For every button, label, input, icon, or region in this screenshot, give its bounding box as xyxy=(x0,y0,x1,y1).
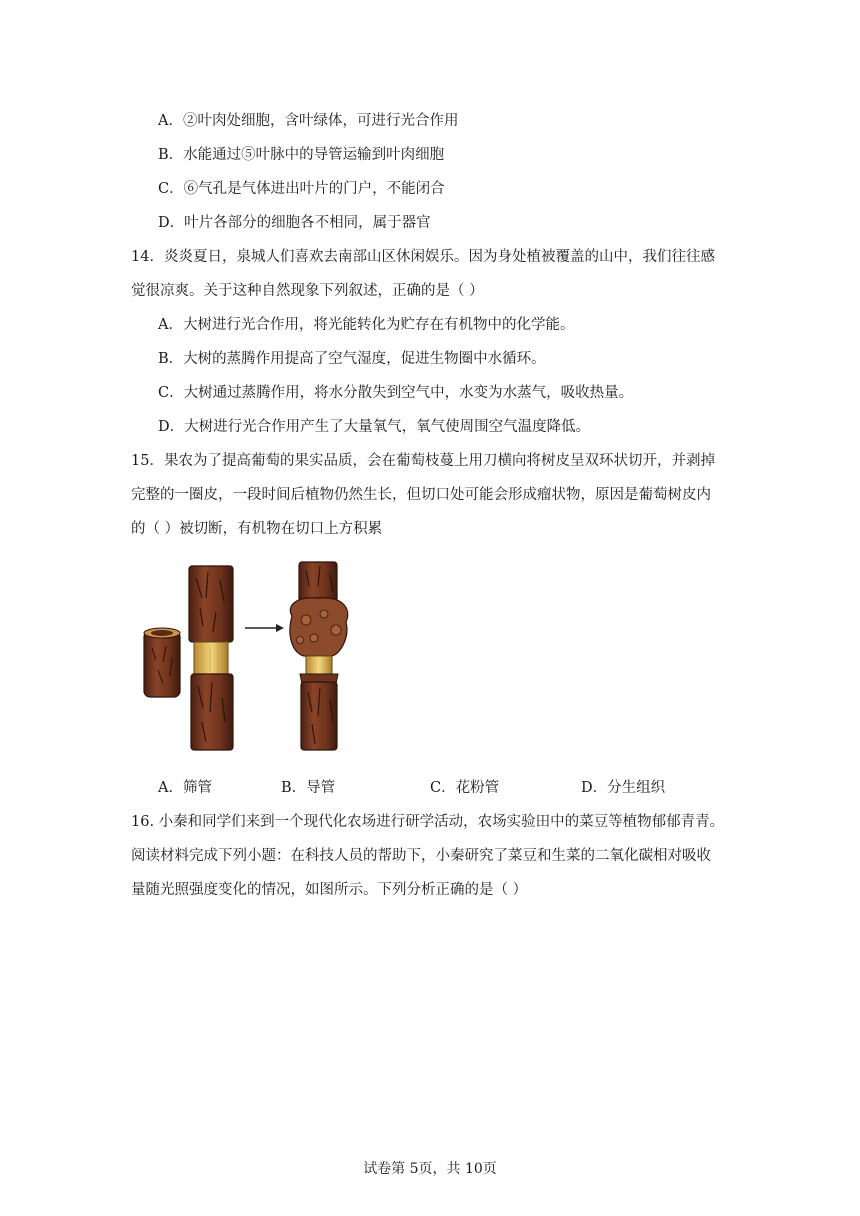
q16-stem-line-2: 阅读材料完成下列小题：在科技人员的帮助下，小秦研究了菜豆和生菜的二氧化碳相对吸收 xyxy=(131,848,711,864)
page-footer: 试卷第 5页，共 10页 xyxy=(363,1161,497,1177)
q13-option-d: D．叶片各部分的细胞各不相同，属于器官 xyxy=(158,215,431,231)
removed-bark-ring xyxy=(144,628,180,697)
q13-option-a: A．②叶肉处细胞，含叶绿体，可进行光合作用 xyxy=(158,113,459,129)
q15-option-b: B．导管 xyxy=(281,780,336,796)
q15-option-c: C．花粉管 xyxy=(430,780,500,796)
girdled-stem-figure xyxy=(136,558,366,754)
q15-stem-line-1: 15．果农为了提高葡萄的果实品质，会在葡萄枝蔓上用刀横向将树皮呈双环状切开，并剥掉 xyxy=(131,453,715,469)
q15-options xyxy=(158,776,718,796)
q15-option-d: D．分生组织 xyxy=(581,780,666,796)
q14-option-a: A．大树进行光合作用，将光能转化为贮存在有机物中的化学能。 xyxy=(158,317,575,333)
q16-stem-line-3: 量随光照强度变化的情况，如图所示。下列分析正确的是（ ） xyxy=(131,882,528,898)
q15-option-a: A．筛管 xyxy=(158,780,212,796)
q16-stem-line-1: 16. 小秦和同学们来到一个现代化农场进行研学活动，农场实验田中的菜豆等植物郁郁青青。 xyxy=(131,814,725,830)
q14-option-d: D．大树进行光合作用产生了大量氧气，氧气使周围空气温度降低。 xyxy=(158,419,591,435)
q13-option-c: C．⑥气孔是气体进出叶片的门户，不能闭合 xyxy=(158,181,445,197)
q15-stem-line-2: 完整的一圈皮，一段时间后植物仍然生长，但切口处可能会形成瘤状物，原因是葡萄树皮内 xyxy=(131,487,711,503)
q14-option-c: C．大树通过蒸腾作用，将水分散失到空气中，水变为水蒸气，吸收热量。 xyxy=(158,385,634,401)
q14-option-b: B．大树的蒸腾作用提高了空气湿度，促进生物圈中水循环。 xyxy=(158,351,546,367)
q14-stem-line-2: 觉很凉爽。关于这种自然现象下列叙述，正确的是（ ） xyxy=(131,283,484,299)
girdled-stem xyxy=(189,566,233,750)
stem-with-tumor xyxy=(290,562,348,750)
arrow-icon xyxy=(245,624,284,632)
q13-option-b: B．水能通过⑤叶脉中的导管运输到叶肉细胞 xyxy=(158,147,445,163)
q14-stem-line-1: 14．炎炎夏日，泉城人们喜欢去南部山区休闲娱乐。因为身处植被覆盖的山中，我们往往感 xyxy=(131,249,715,265)
q15-stem-line-3: 的（ ）被切断，有机物在切口上方积累 xyxy=(131,521,383,537)
